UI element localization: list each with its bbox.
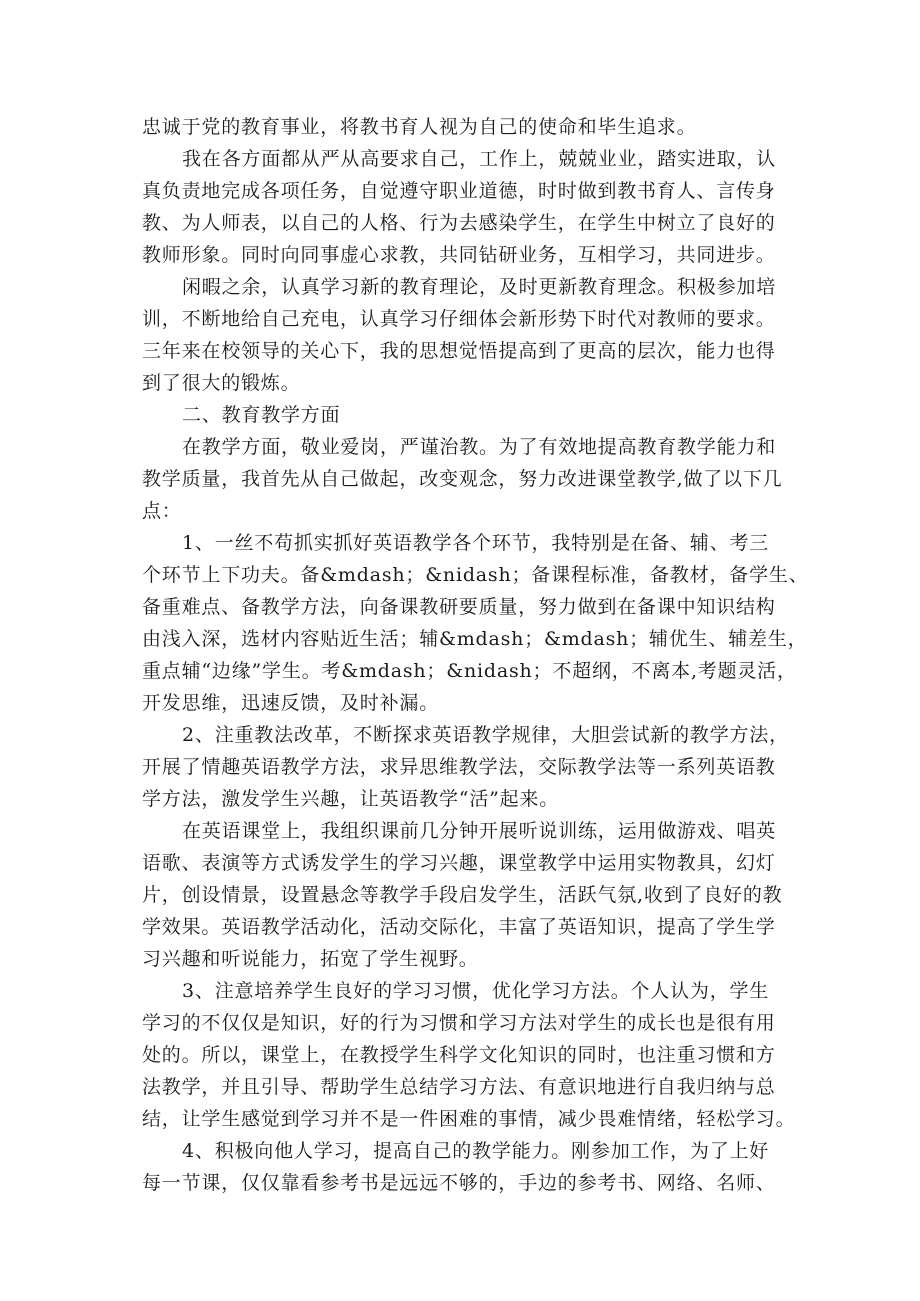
text-line: 处的。所以，课堂上，在教授学生科学文化知识的同时，也注重习惯和方 — [142, 1044, 776, 1066]
text-line: 教学质量，我首先从自己做起，改变观念，努力改进课堂教学,做了以下几 — [142, 468, 783, 490]
text-line: 开展了情趣英语教学方法，求异思维教学法，交际教学法等一系列英语教 — [142, 756, 776, 778]
text-line: 学习的不仅仅是知识，好的行为习惯和学习方法对学生的成长也是很有用 — [142, 1012, 776, 1034]
text-line: 重点辅“边缘”学生。考&mdash；&nidash；不超纲，不离本,考题灵活， — [142, 660, 797, 682]
text-line: 学效果。英语教学活动化，活动交际化，丰富了英语知识，提高了学生学 — [142, 916, 776, 938]
text-line: 教、为人师表，以自己的人格、行为去感染学生，在学生中树立了良好的 — [142, 212, 776, 234]
text-line: 到了很大的锻炼。 — [142, 372, 301, 394]
text-line: 点： — [142, 500, 182, 522]
text-line: 真负责地完成各项任务，自觉遵守职业道德，时时做到教书育人、言传身 — [142, 180, 776, 202]
text-line: 我在各方面都从严从高要求自己，工作上，兢兢业业，踏实进取，认 — [182, 148, 777, 170]
text-line: 每一节课，仅仅靠看参考书是远远不够的，手边的参考书、网络、名师、 — [142, 1172, 776, 1194]
text-line: 开发思维，迅速反馈，及时补漏。 — [142, 692, 440, 714]
text-line: 在英语课堂上，我组织课前几分钟开展听说训练，运用做游戏、唱英 — [182, 820, 777, 842]
text-line: 4、积极向他人学习，提高自己的教学能力。刚参加工作，为了上好 — [182, 1140, 770, 1162]
document-body — [142, 111, 809, 1199]
text-line: 法教学，并且引导、帮助学生总结学习方法、有意识地进行自我归纳与总 — [142, 1076, 776, 1098]
text-line: 3、注意培养学生良好的学习习惯，优化学习方法。个人认为，学生 — [182, 980, 770, 1002]
text-line: 学方法，激发学生兴趣，让英语教学“活”起来。 — [142, 788, 560, 810]
text-line: 片，创设情景，设置悬念等教学手段启发学生，活跃气氛,收到了良好的教 — [142, 884, 783, 906]
text-line: 忠诚于党的教育事业，将教书育人视为自己的使命和毕生追求。 — [142, 116, 697, 138]
text-line: 在教学方面，敬业爱岗，严谨治教。为了有效地提高教育教学能力和 — [182, 436, 777, 458]
text-line: 2、注重教法改革，不断探求英语教学规律，大胆尝试新的教学方法， — [182, 724, 789, 746]
text-line: 由浅入深，选材内容贴近生活；辅&mdash；&mdash；辅优生、辅差生， — [142, 628, 808, 650]
text-line: 备重难点、备教学方法，向备课教研要质量，努力做到在备课中知识结构 — [142, 596, 776, 618]
text-line: 语歌、表演等方式诱发学生的学习兴趣，课堂教学中运用实物教具，幻灯 — [142, 852, 776, 874]
text-line: 闲暇之余，认真学习新的教育理论，及时更新教育理念。积极参加培 — [182, 276, 777, 298]
text-line: 结，让学生感觉到学习并不是一件困难的事情，减少畏难情绪，轻松学习。 — [142, 1108, 796, 1130]
text-line: 二、教育教学方面 — [182, 404, 341, 426]
text-line: 习兴趣和听说能力，拓宽了学生视野。 — [142, 948, 479, 970]
text-line: 三年来在校领导的关心下，我的思想觉悟提高到了更高的层次，能力也得 — [142, 340, 776, 362]
text-line: 教师形象。同时向同事虚心求教，共同钻研业务，互相学习，共同进步。 — [142, 244, 776, 266]
text-line: 1、一丝不苟抓实抓好英语教学各个环节，我特别是在备、辅、考三 — [182, 532, 770, 554]
text-line: 训，不断地给自己充电，认真学习仔细体会新形势下时代对教师的要求。 — [142, 308, 776, 330]
text-line: 个环节上下功夫。备&mdash；&nidash；备课程标准，备教材，备学生、 — [142, 564, 809, 586]
